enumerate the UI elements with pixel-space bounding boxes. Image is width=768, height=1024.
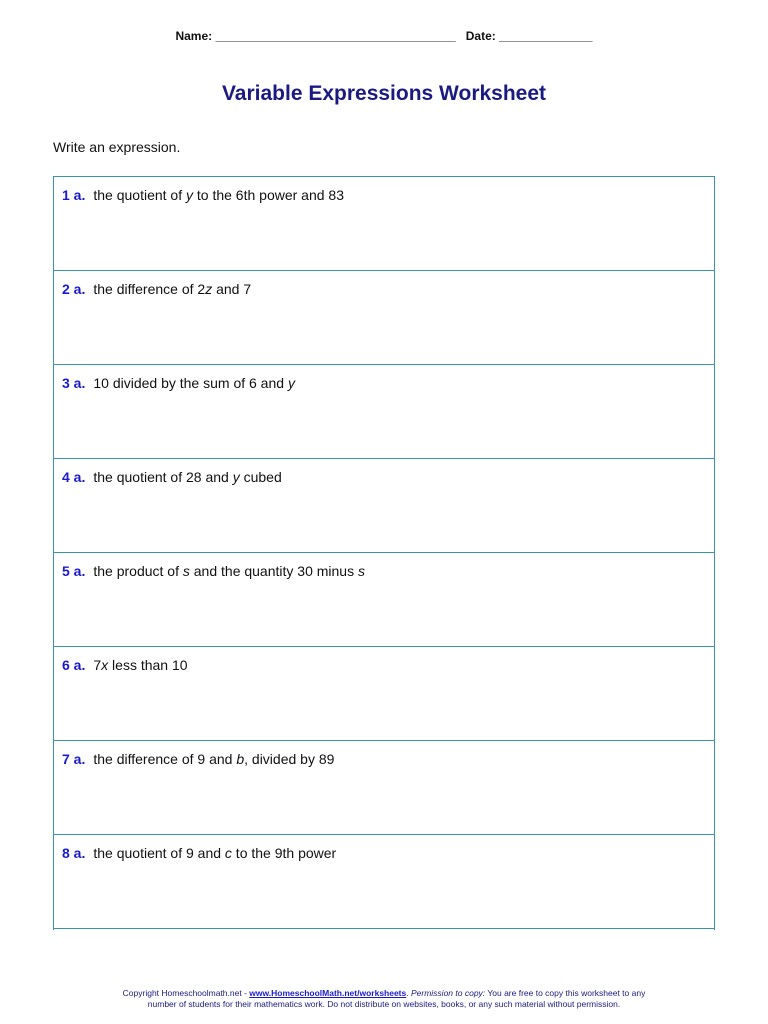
instruction-text: Write an expression. <box>53 139 181 155</box>
problem-text <box>93 375 295 391</box>
problem-row[interactable] <box>54 835 714 929</box>
problem-number: 2 a. <box>62 281 86 297</box>
variable: z <box>205 281 213 297</box>
variable: s <box>357 563 365 579</box>
problem-list <box>53 176 715 930</box>
permission-label: Permission to copy: <box>410 988 486 998</box>
variable: y <box>287 375 295 391</box>
problem-row[interactable] <box>54 365 714 459</box>
problem-number: 5 a. <box>62 563 86 579</box>
problem-text <box>93 563 365 579</box>
name-date-header <box>0 29 768 43</box>
problem-text <box>93 469 281 485</box>
problem-row[interactable] <box>54 177 714 271</box>
problem-row[interactable] <box>54 741 714 835</box>
text-fragment: cubed <box>239 469 282 485</box>
variable: x <box>101 657 109 673</box>
problem-number: 7 a. <box>62 751 86 767</box>
variable: s <box>182 563 190 579</box>
text-fragment: to the 6th power and 83 <box>193 187 344 203</box>
variable: b <box>236 751 245 767</box>
problem-number: 4 a. <box>62 469 86 485</box>
text-fragment: , divided by 89 <box>244 751 335 767</box>
variable: y <box>232 469 240 485</box>
text-fragment: 10 divided by the sum of 6 and <box>93 375 288 391</box>
problem-text <box>93 845 336 861</box>
text-fragment: and 7 <box>212 281 252 297</box>
problem-number: 8 a. <box>62 845 86 861</box>
problem-text <box>93 751 334 767</box>
text-fragment: less than 10 <box>108 657 188 673</box>
worksheet-title: Variable Expressions Worksheet <box>221 82 547 105</box>
text-fragment: the difference of 9 and <box>93 751 237 767</box>
copyright-text: Copyright Homeschoolmath.net - <box>122 988 250 998</box>
text-fragment: to the 9th power <box>231 845 337 861</box>
problem-row[interactable] <box>54 459 714 553</box>
text-fragment: the product of <box>93 563 183 579</box>
date-label: Date: <box>465 29 496 43</box>
copyright-footer <box>0 988 768 1010</box>
text-fragment: 7 <box>93 657 102 673</box>
text-fragment: the quotient of 28 and <box>93 469 233 485</box>
footer-line-1 <box>0 988 768 999</box>
permission-text: You are free to copy this worksheet to any <box>485 988 646 998</box>
problem-number: 6 a. <box>62 657 86 673</box>
name-label: Name: <box>175 29 213 43</box>
problem-text <box>93 281 251 297</box>
date-line[interactable]: ______________ <box>499 29 593 43</box>
problem-number: 1 a. <box>62 187 86 203</box>
problem-row[interactable] <box>54 647 714 741</box>
name-line[interactable]: ____________________________________ <box>215 29 456 43</box>
footer-period: . <box>406 988 411 998</box>
problem-text <box>93 187 344 203</box>
text-fragment: the quotient of 9 and <box>93 845 225 861</box>
text-fragment: and the quantity 30 minus <box>189 563 358 579</box>
problem-text <box>93 657 187 673</box>
text-fragment: the difference of 2 <box>93 281 206 297</box>
footer-line-2: number of students for their mathematics work. Do not distribute on websites, books, or any such material without permission. <box>147 999 621 1009</box>
problem-row[interactable] <box>54 271 714 365</box>
text-fragment: the quotient of <box>93 187 186 203</box>
problem-number: 3 a. <box>62 375 86 391</box>
problem-row[interactable] <box>54 553 714 647</box>
worksheets-link[interactable]: www.HomeschoolMath.net/worksheets <box>249 988 407 998</box>
variable: y <box>186 187 193 203</box>
variable: c <box>224 845 232 861</box>
